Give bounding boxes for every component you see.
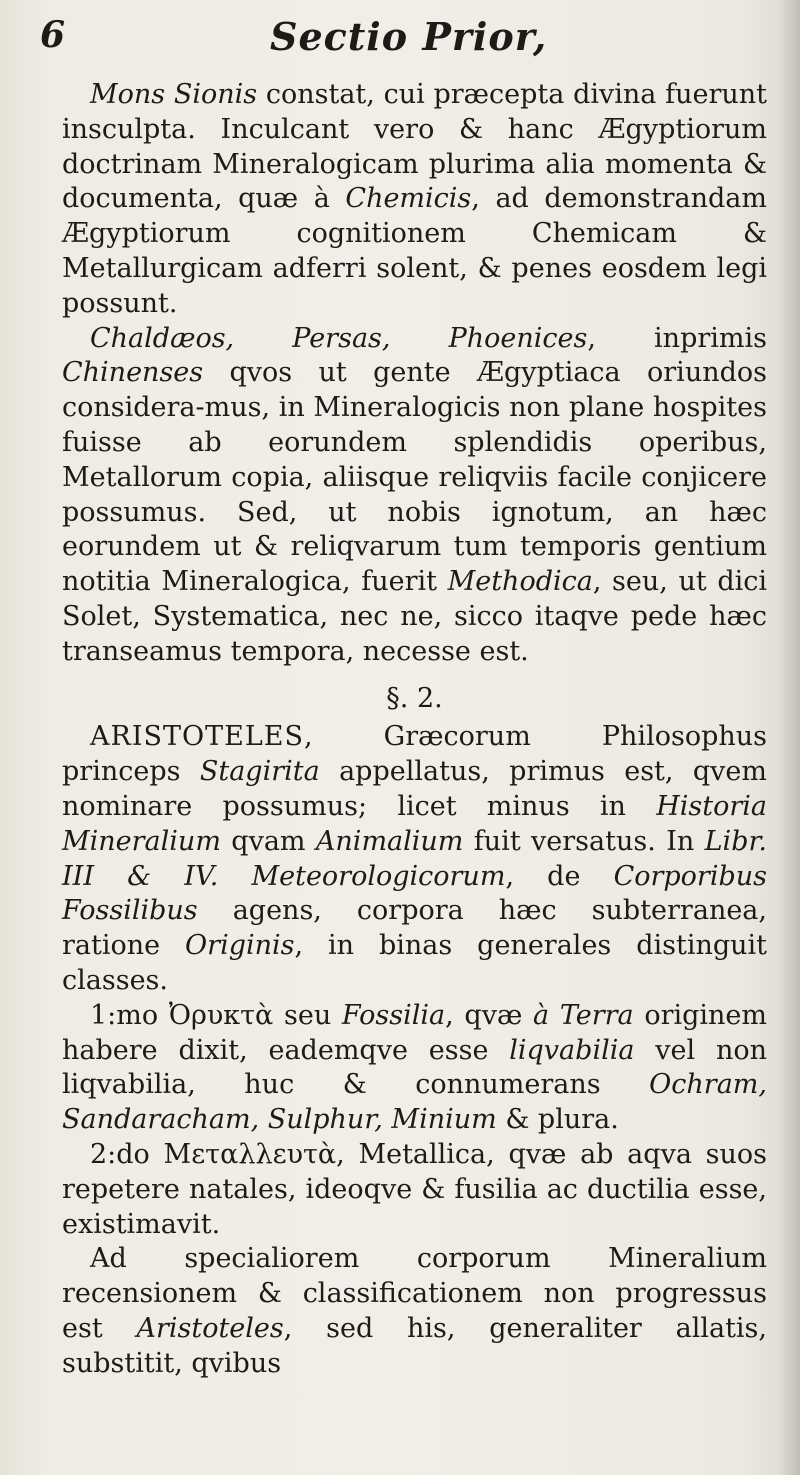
italic-run: Originis	[185, 930, 295, 962]
body-text	[62, 78, 767, 1381]
paragraph-chaldaeos	[62, 322, 767, 670]
italic-run: liqvabilia	[509, 1034, 635, 1066]
italic-run: Libr. III & IV. Meteorologicorum	[62, 825, 767, 892]
greek-term: Μεταλλευτὰ	[163, 1138, 337, 1170]
text-run: , de	[505, 860, 614, 892]
italic-run: Historia Mineralium	[62, 790, 767, 857]
paragraph-mons-sionis	[62, 78, 767, 322]
italic-run: Chaldæos, Persas, Phoenices	[90, 322, 588, 354]
text-run: vel non liqvabilia, huc & connumerans	[62, 1034, 767, 1101]
text-run: seu	[273, 999, 342, 1031]
italic-run: Mons Sionis	[90, 79, 258, 110]
section-mark: §. 2.	[386, 682, 443, 714]
italic-run: Aristoteles	[136, 1312, 284, 1344]
author-name: ARISTOTELES	[90, 721, 304, 753]
list-item-metallica	[62, 1138, 767, 1242]
paragraph-aristoteles	[62, 720, 767, 998]
italic-run: à Terra	[533, 999, 634, 1031]
text-run: qvos ut gente Ægyptiaca oriundos considera-mus, in Mineralogicis non plane hospites fuisse ab eorundem splendidis operibus, Metallorum copia, aliisque reliqviis facile conjicere possumus. Sed, ut nobis ignotum, an hæc eorundem ut & reliqvarum tum temporis gentium notitia Mineralogica, fuerit	[62, 357, 767, 598]
page-number: 6	[40, 14, 66, 56]
text-run: , seu, ut dici Solet, Systematica, nec ne, sicco itaqve pede hæc transeamus tempora, necesse est.	[62, 566, 767, 667]
text-run: fuit versatus. In	[463, 825, 705, 857]
list-item-fossilia	[62, 999, 767, 1138]
text-run: appellatus, primus est, qvem nominare possumus; licet minus in	[62, 756, 767, 822]
running-head: Sectio Prior,	[270, 14, 548, 59]
italic-run: Animalium	[315, 825, 464, 857]
italic-run: Ochram, Sandaracham, Sulphur, Minium	[62, 1069, 767, 1136]
italic-run: Stagirita	[199, 756, 320, 788]
text-run: & plura.	[496, 1104, 619, 1136]
text-run: 1:mo	[90, 999, 169, 1031]
gutter-shadow	[778, 0, 800, 1475]
text-run: , qvæ	[445, 999, 534, 1031]
text-run: , ad demonstrandam Ægyptiorum cognitionem Chemicam & Metallurgicam adferri solent, & penes eosdem legi possunt.	[62, 183, 767, 319]
greek-term: Ὀρυκτὰ	[168, 999, 274, 1031]
text-run: agens, corpora hæc subterranea, ratione	[62, 895, 767, 962]
text-run: , in binas generales distinguit classes.	[62, 930, 768, 996]
text-run: Ad specialiorem corporum Mineralium recensionem & classificationem non progressus est	[62, 1243, 767, 1344]
text-run: , inprimis	[587, 322, 767, 354]
italic-run: Corporibus Fossilibus	[62, 860, 767, 927]
italic-run: Fossilia	[341, 999, 446, 1031]
text-run: constat, cui præcepta divina fuerunt insculpta. Inculcant vero & hanc Ægyptiorum doctrinam Mineralogicam plurima alia momenta & documenta, quæ à	[62, 79, 767, 215]
italic-run: Chemicis	[345, 183, 472, 215]
text-run: , Metallica, qvæ ab aqva suos repetere natales, ideoqve & fusilia ac ductilia esse, existimavit.	[62, 1138, 767, 1240]
text-run: qvam	[220, 825, 316, 857]
page-header	[40, 14, 760, 64]
italic-run: Methodica	[447, 566, 593, 598]
paragraph-classificationem	[62, 1242, 767, 1381]
text-run: , Græcorum Philosophus princeps	[62, 721, 767, 788]
text-run: 2:do	[90, 1138, 164, 1170]
italic-run: Chinenses	[62, 357, 204, 389]
text-run: originem habere dixit, eademqve esse	[62, 999, 768, 1066]
text-run: , sed his, generaliter allatis, substitit, qvibus	[62, 1312, 767, 1379]
